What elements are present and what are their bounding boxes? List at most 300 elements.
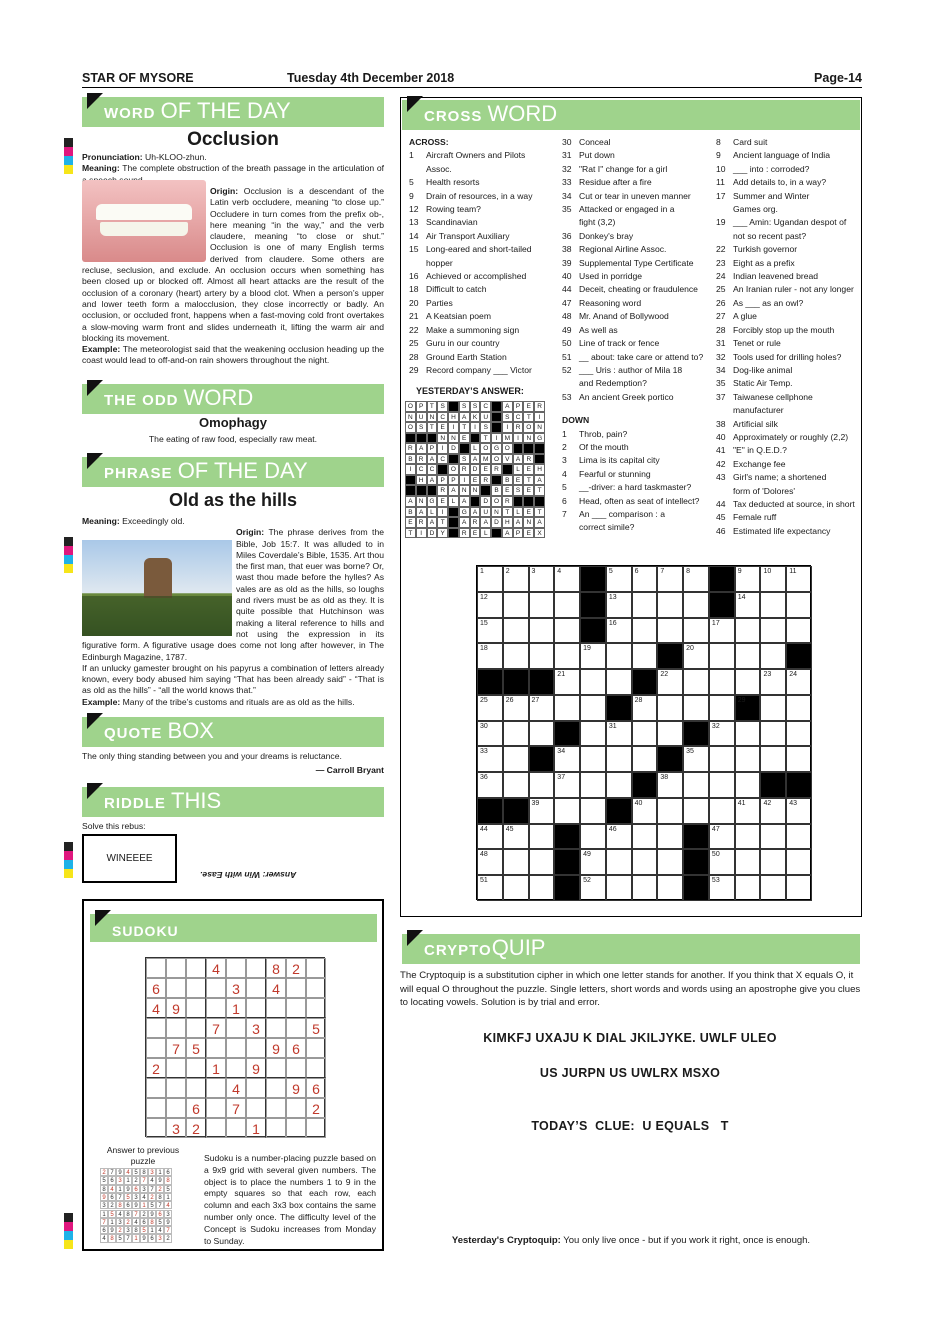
answer-cell: O [405, 422, 416, 433]
sudoku-cell[interactable]: 5 [186, 1038, 206, 1058]
prev-answer-cell: 2 [156, 1185, 164, 1193]
prev-answer-cell: 1 [124, 1176, 132, 1184]
crossword-cell[interactable] [554, 643, 580, 669]
crossword-cell[interactable] [554, 618, 580, 644]
answer-cell: L [470, 443, 481, 454]
crossword-cell[interactable] [580, 721, 606, 747]
crossword-cell[interactable]: 6 [632, 566, 658, 592]
crossword-cell[interactable]: 45 [503, 824, 529, 850]
crossword-cell[interactable] [503, 643, 529, 669]
crossword-cell[interactable] [503, 746, 529, 772]
crossword-cell[interactable] [632, 592, 658, 618]
crossword-cell[interactable] [606, 669, 632, 695]
prev-answer-cell: 2 [124, 1218, 132, 1226]
crossword-cell[interactable] [503, 849, 529, 875]
crossword-cell[interactable] [760, 824, 786, 850]
registration-marks [64, 537, 73, 573]
crossword-cell[interactable] [760, 695, 786, 721]
crossword-cell[interactable] [709, 798, 735, 824]
clue: 40 Used in porridge [562, 271, 643, 282]
crossword-cell[interactable] [683, 695, 709, 721]
crossword-cell[interactable]: 8 [683, 566, 709, 592]
crossword-cell[interactable] [503, 592, 529, 618]
crossword-cell[interactable] [735, 721, 761, 747]
crossword-cell[interactable] [632, 849, 658, 875]
clue: 36 Donkey's bray [562, 230, 634, 241]
crossword-cell[interactable] [760, 721, 786, 747]
sudoku-cell[interactable]: 7 [166, 1038, 186, 1058]
clue: 44 Tax deducted at source, in short [716, 498, 855, 509]
crossword-cell[interactable] [786, 849, 812, 875]
sudoku-cell[interactable]: 4 [206, 958, 226, 978]
crossword-black-cell [606, 695, 632, 721]
sudoku-cell[interactable]: 3 [246, 1018, 266, 1038]
sudoku-cell[interactable] [286, 1118, 306, 1138]
crossword-cell[interactable]: 3 [529, 566, 555, 592]
crossword-cell[interactable] [735, 824, 761, 850]
crossword-cell[interactable]: 20 [683, 643, 709, 669]
sudoku-cell[interactable] [306, 978, 326, 998]
crossword-cell[interactable]: 32 [709, 721, 735, 747]
crossword-cell[interactable]: 42 [760, 798, 786, 824]
prev-answer-cell: 6 [140, 1218, 148, 1226]
sudoku-cell[interactable] [266, 1058, 286, 1078]
crossword-cell[interactable]: 17 [709, 618, 735, 644]
crossword-cell[interactable] [580, 695, 606, 721]
crossword-cell[interactable] [683, 669, 709, 695]
sudoku-cell[interactable] [306, 1038, 326, 1058]
crossword-cell[interactable] [580, 824, 606, 850]
sudoku-cell[interactable] [186, 978, 206, 998]
clue: 25 An Iranian ruler - not any longer [716, 284, 854, 295]
answer-cell: D [427, 528, 438, 539]
crossword-cell[interactable] [786, 875, 812, 901]
crossword-cell[interactable] [735, 746, 761, 772]
sudoku-cell[interactable] [166, 1018, 186, 1038]
answer-cell: N [534, 422, 545, 433]
sudoku-cell[interactable] [186, 1078, 206, 1098]
crossword-cell[interactable] [529, 721, 555, 747]
crossword-cell[interactable]: 12 [477, 592, 503, 618]
crossword-cell[interactable] [657, 875, 683, 901]
prev-answer-cell: 4 [100, 1234, 108, 1242]
crossword-cell[interactable] [735, 875, 761, 901]
sudoku-cell[interactable] [146, 1038, 166, 1058]
sudoku-cell[interactable] [226, 1118, 246, 1138]
prev-answer-cell: 6 [164, 1168, 172, 1176]
crossword-cell[interactable] [683, 592, 709, 618]
crossword-cell[interactable]: 33 [477, 746, 503, 772]
sudoku-cell[interactable] [306, 958, 326, 978]
prev-answer-cell: 6 [156, 1210, 164, 1218]
crossword-cell[interactable]: 52 [580, 875, 606, 901]
answer-cell: E [523, 485, 534, 496]
answer-cell: A [427, 454, 438, 465]
crossword-cell[interactable] [760, 618, 786, 644]
crossword-cell[interactable]: 5 [606, 566, 632, 592]
crossword-cell[interactable]: 16 [606, 618, 632, 644]
crossword-cell[interactable] [503, 875, 529, 901]
crossword-cell[interactable]: 43 [786, 798, 812, 824]
answer-cell: T [523, 475, 534, 486]
crossword-black-cell [632, 669, 658, 695]
crossword-cell[interactable] [657, 695, 683, 721]
rebus-box: WINEEEE [82, 834, 177, 883]
crossword-cell[interactable] [683, 798, 709, 824]
sudoku-cell[interactable] [286, 1098, 306, 1118]
crossword-cell[interactable] [606, 772, 632, 798]
sudoku-cell[interactable] [206, 1098, 226, 1118]
crossword-cell[interactable] [709, 669, 735, 695]
cryptoquip-band: CRYPTOQUIP [402, 934, 860, 964]
sudoku-cell[interactable]: 4 [266, 978, 286, 998]
sudoku-cell[interactable]: 9 [246, 1058, 266, 1078]
clue: 44 Deceit, cheating or fraudulence [562, 284, 698, 295]
crossword-cell[interactable] [786, 592, 812, 618]
sudoku-cell[interactable] [306, 1058, 326, 1078]
crossword-cell[interactable] [606, 746, 632, 772]
sudoku-cell[interactable]: 9 [166, 998, 186, 1018]
crossword-cell[interactable]: 46 [606, 824, 632, 850]
prev-answer-cell: 3 [148, 1168, 156, 1176]
sudoku-cell[interactable]: 3 [166, 1118, 186, 1138]
crossword-cell[interactable]: 10 [760, 566, 786, 592]
crossword-cell[interactable] [529, 824, 555, 850]
crossword-cell[interactable] [657, 824, 683, 850]
answer-black-cell [480, 485, 491, 496]
clue: 30 Conceal [562, 137, 611, 147]
crossword-cell[interactable] [632, 618, 658, 644]
quote-author: — Carroll Bryant [315, 765, 384, 775]
crossword-cell[interactable] [786, 746, 812, 772]
sudoku-cell[interactable] [246, 958, 266, 978]
crossword-cell[interactable] [580, 798, 606, 824]
sudoku-cell[interactable]: 2 [186, 1118, 206, 1138]
sudoku-cell[interactable] [246, 1038, 266, 1058]
crossword-cell[interactable] [529, 643, 555, 669]
sudoku-cell[interactable] [286, 998, 306, 1018]
sudoku-cell[interactable] [186, 958, 206, 978]
answer-cell: I [513, 433, 524, 444]
answer-cell: H [502, 517, 513, 528]
sudoku-cell[interactable]: 1 [206, 1058, 226, 1078]
crossword-cell[interactable] [709, 746, 735, 772]
sudoku-cell[interactable] [146, 1098, 166, 1118]
sudoku-cell[interactable] [166, 958, 186, 978]
crossword-cell[interactable]: 2 [503, 566, 529, 592]
sudoku-cell[interactable] [206, 1078, 226, 1098]
sudoku-cell[interactable]: 7 [226, 1098, 246, 1118]
answer-cell: A [427, 475, 438, 486]
crossword-black-cell [503, 798, 529, 824]
crossword-cell[interactable] [735, 772, 761, 798]
sudoku-cell[interactable] [226, 1058, 246, 1078]
sudoku-cell[interactable] [266, 1018, 286, 1038]
sudoku-cell[interactable]: 6 [186, 1098, 206, 1118]
crossword-cell[interactable] [760, 746, 786, 772]
crossword-black-cell [580, 592, 606, 618]
crossword-cell[interactable] [657, 618, 683, 644]
sudoku-cell[interactable]: 2 [306, 1098, 326, 1118]
crossword-cell[interactable] [657, 798, 683, 824]
crossword-cell[interactable] [503, 618, 529, 644]
sudoku-cell[interactable]: 9 [286, 1078, 306, 1098]
sudoku-cell[interactable] [146, 1118, 166, 1138]
sudoku-cell[interactable] [226, 1018, 246, 1038]
answer-black-cell [491, 475, 502, 486]
sudoku-cell[interactable] [166, 1078, 186, 1098]
crossword-cell[interactable] [760, 875, 786, 901]
answer-cell: T [405, 528, 416, 539]
crossword-cell[interactable] [554, 798, 580, 824]
answer-black-cell [448, 507, 459, 518]
answer-cell: A [459, 496, 470, 507]
crossword-cell[interactable] [606, 643, 632, 669]
answer-cell: M [502, 433, 513, 444]
sudoku-cell[interactable] [146, 958, 166, 978]
sudoku-cell[interactable] [266, 1078, 286, 1098]
crossword-cell[interactable] [657, 721, 683, 747]
answer-cell: B [502, 475, 513, 486]
crossword-cell[interactable]: 48 [477, 849, 503, 875]
answer-cell: H [416, 475, 427, 486]
crossword-cell[interactable]: 14 [735, 592, 761, 618]
sudoku-cell[interactable] [246, 998, 266, 1018]
answer-black-cell [405, 475, 416, 486]
crossword-cell[interactable] [554, 695, 580, 721]
sudoku-cell[interactable]: 4 [226, 1078, 246, 1098]
crossword-cell[interactable]: 28 [632, 695, 658, 721]
sudoku-cell[interactable] [166, 1058, 186, 1078]
crossword-cell[interactable]: 53 [709, 875, 735, 901]
crossword-cell[interactable] [529, 849, 555, 875]
crossword-cell[interactable] [709, 643, 735, 669]
sudoku-cell[interactable] [286, 1058, 306, 1078]
crossword-cell[interactable]: 26 [503, 695, 529, 721]
crossword-cell[interactable] [554, 592, 580, 618]
sudoku-cell[interactable] [266, 1118, 286, 1138]
crossword-cell[interactable] [735, 643, 761, 669]
sudoku-cell[interactable] [266, 1098, 286, 1118]
crossword-cell[interactable] [760, 849, 786, 875]
sudoku-cell[interactable] [286, 1018, 306, 1038]
sudoku-cell[interactable] [266, 998, 286, 1018]
crossword-cell[interactable] [632, 643, 658, 669]
sudoku-cell[interactable] [186, 1058, 206, 1078]
crossword-cell[interactable]: 1 [477, 566, 503, 592]
crossword-cell[interactable]: 47 [709, 824, 735, 850]
sudoku-cell[interactable]: 1 [226, 998, 246, 1018]
crossword-cell[interactable]: 4 [554, 566, 580, 592]
across-clues-1: ACROSS: 1 Aircraft Owners and Pilots Assoc. 5 Health resorts 9 Drain of resources, in a way 12 Rowing team? 13 Scandinavian 14 Air Transport Auxiliary 15 Long-eared and short-tailed hopper 16 Achieved or accomplished 18 Difficult to catch 20 Parties 21 A Keatsian poem 22 Make a summoning sign 25 Guru in our country 28 Ground Earth Station 29 Record company ___ Victor [409, 136, 559, 377]
crossword-cell[interactable] [786, 824, 812, 850]
crossword-cell[interactable]: 31 [606, 721, 632, 747]
clue: correct simile? [579, 522, 635, 533]
sudoku-cell[interactable] [286, 978, 306, 998]
crossword-cell[interactable]: 19 [580, 643, 606, 669]
crossword-cell[interactable]: 34 [554, 746, 580, 772]
crossword-cell[interactable] [606, 849, 632, 875]
crossword-black-cell [683, 849, 709, 875]
answer-cell: I [437, 443, 448, 454]
sudoku-cell[interactable]: 6 [146, 978, 166, 998]
crossword-cell[interactable] [657, 849, 683, 875]
sudoku-cell[interactable] [186, 1018, 206, 1038]
sudoku-cell[interactable] [186, 998, 206, 1018]
sudoku-cell[interactable] [246, 1078, 266, 1098]
sudoku-cell[interactable]: 4 [146, 998, 166, 1018]
sudoku-cell[interactable]: 6 [306, 1078, 326, 1098]
crossword-cell[interactable] [683, 772, 709, 798]
crossword-cell[interactable]: 39 [529, 798, 555, 824]
sudoku-cell[interactable] [246, 978, 266, 998]
sudoku-cell[interactable] [206, 1118, 226, 1138]
crossword-cell[interactable]: 49 [580, 849, 606, 875]
crossword-cell[interactable]: 9 [735, 566, 761, 592]
crossword-cell[interactable] [735, 849, 761, 875]
crossword-cell[interactable]: 40 [632, 798, 658, 824]
clue: 25 Guru in our country [409, 338, 500, 349]
crossword-cell[interactable]: 41 [735, 798, 761, 824]
crossword-cell[interactable] [786, 721, 812, 747]
sudoku-cell[interactable] [226, 958, 246, 978]
answer-cell: A [459, 412, 470, 423]
prev-answer-cell: 9 [148, 1210, 156, 1218]
crossword-cell[interactable] [709, 695, 735, 721]
crossword-cell[interactable] [580, 669, 606, 695]
sudoku-cell[interactable] [166, 1098, 186, 1118]
crossword-cell[interactable] [632, 875, 658, 901]
clue: 43 Girl's name; a shortened [716, 472, 827, 483]
answer-cell: T [534, 507, 545, 518]
crossword-cell[interactable] [529, 875, 555, 901]
sudoku-cell[interactable]: 2 [286, 958, 306, 978]
clue: 11 Add details to, in a way? [716, 177, 827, 188]
crossword-cell[interactable] [657, 592, 683, 618]
crossword-cell[interactable]: 23 [760, 669, 786, 695]
answer-cell: R [480, 475, 491, 486]
crossword-cell[interactable]: 11 [786, 566, 812, 592]
crossword-cell[interactable] [735, 618, 761, 644]
sudoku-cell[interactable] [206, 978, 226, 998]
prev-answer-cell: 3 [132, 1193, 140, 1201]
crossword-cell[interactable]: 37 [554, 772, 580, 798]
sudoku-cell[interactable]: 3 [226, 978, 246, 998]
crossword-cell[interactable]: 22 [657, 669, 683, 695]
sudoku-cell[interactable] [306, 1118, 326, 1138]
crossword-cell[interactable] [529, 618, 555, 644]
crossword-cell[interactable]: 36 [477, 772, 503, 798]
registration-marks [64, 138, 73, 174]
crossword-cell[interactable] [503, 721, 529, 747]
crossword-cell[interactable] [503, 772, 529, 798]
sudoku-cell[interactable]: 1 [246, 1118, 266, 1138]
answer-black-cell [470, 433, 481, 444]
crossword-cell[interactable]: 24 [786, 669, 812, 695]
sudoku-cell[interactable] [146, 1018, 166, 1038]
crossword-cell[interactable]: 7 [657, 566, 683, 592]
answer-cell: I [448, 422, 459, 433]
crossword-cell[interactable] [529, 592, 555, 618]
answer-cell: E [523, 401, 534, 412]
prev-answer-cell: 4 [148, 1176, 156, 1184]
prev-answer-cell: 3 [124, 1226, 132, 1234]
answer-cell: L [513, 507, 524, 518]
crossword-cell[interactable] [709, 772, 735, 798]
crossword-cell[interactable]: 15 [477, 618, 503, 644]
crossword-cell[interactable] [760, 592, 786, 618]
crossword-cell[interactable] [632, 721, 658, 747]
sudoku-cell[interactable] [166, 978, 186, 998]
crossword-cell[interactable] [632, 824, 658, 850]
sudoku-cell[interactable] [306, 998, 326, 1018]
answer-cell: C [437, 412, 448, 423]
crossword-cell[interactable] [735, 669, 761, 695]
odd-word-definition: The eating of raw food, especially raw meat. [148, 434, 318, 444]
sudoku-cell[interactable]: 7 [206, 1018, 226, 1038]
crossword-cell[interactable]: 21 [554, 669, 580, 695]
crossword-cell[interactable]: 27 [529, 695, 555, 721]
sudoku-cell[interactable]: 2 [146, 1058, 166, 1078]
riddle-prompt: Solve this rebus: [82, 821, 146, 831]
crossword-cell[interactable]: 13 [606, 592, 632, 618]
clue: 27 A glue [716, 311, 757, 322]
sudoku-cell[interactable] [246, 1098, 266, 1118]
crossword-cell[interactable]: 51 [477, 875, 503, 901]
answer-cell: N [470, 485, 481, 496]
sudoku-cell[interactable] [206, 1038, 226, 1058]
answer-cell: R [491, 464, 502, 475]
crossword-black-cell [709, 592, 735, 618]
prev-answer-cell: 9 [124, 1185, 132, 1193]
sudoku-cell[interactable]: 6 [286, 1038, 306, 1058]
crossword-cell[interactable]: 25 [477, 695, 503, 721]
crossword-cell[interactable]: 38 [657, 772, 683, 798]
crossword-cell[interactable] [760, 643, 786, 669]
answer-cell: A [416, 507, 427, 518]
sudoku-cell[interactable]: 9 [266, 1038, 286, 1058]
crossword-cell[interactable] [529, 772, 555, 798]
crossword-cell[interactable]: 35 [683, 746, 709, 772]
answer-cell: T [534, 485, 545, 496]
crossword-cell[interactable] [786, 695, 812, 721]
crossword-cell[interactable] [632, 746, 658, 772]
clue: 46 Estimated life expectancy [716, 525, 831, 536]
band-label-big: OF THE DAY [160, 98, 291, 123]
clue: 7 An ___ comparison : a [562, 508, 665, 519]
crossword-cell[interactable] [606, 875, 632, 901]
crossword-cell[interactable]: 50 [709, 849, 735, 875]
sudoku-cell[interactable] [226, 1038, 246, 1058]
crossword-cell[interactable] [786, 618, 812, 644]
clue: 48 Mr. Anand of Bollywood [562, 311, 669, 322]
answer-cell: R [470, 517, 481, 528]
sudoku-cell[interactable] [146, 1078, 166, 1098]
crossword-black-cell [657, 746, 683, 772]
crossword-cell[interactable] [580, 746, 606, 772]
crossword-cell[interactable]: 44 [477, 824, 503, 850]
sudoku-cell[interactable]: 5 [306, 1018, 326, 1038]
crossword-cell[interactable] [580, 772, 606, 798]
crossword-cell[interactable] [683, 618, 709, 644]
crossword-cell[interactable]: 30 [477, 721, 503, 747]
crossword-cell[interactable]: 18 [477, 643, 503, 669]
sudoku-cell[interactable] [206, 998, 226, 1018]
answer-cell: N [491, 507, 502, 518]
sudoku-cell[interactable]: 8 [266, 958, 286, 978]
clue: 4 Fearful or stunning [562, 468, 651, 479]
answer-cell: P [513, 528, 524, 539]
